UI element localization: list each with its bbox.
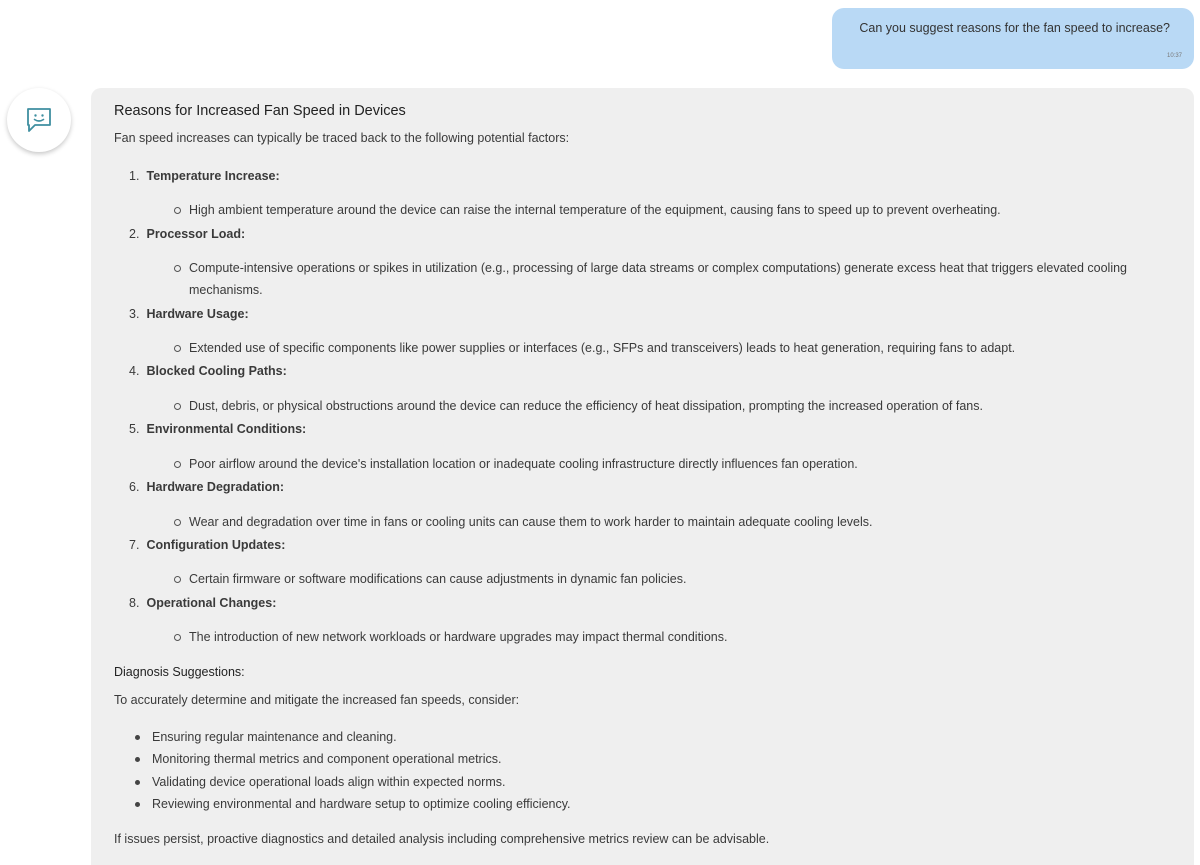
- chat-smile-icon: [24, 105, 54, 135]
- closing-text: If issues persist, proactive diagnostics and detailed analysis including comprehensive metrics review can be advisable.: [114, 832, 770, 846]
- suggestion-item: Monitoring thermal metrics and component operational metrics.: [135, 751, 501, 767]
- user-message-bubble: [832, 8, 1194, 69]
- bot-response-bubble: [91, 88, 1194, 865]
- suggestion-item: Ensuring regular maintenance and cleaning.: [135, 729, 397, 745]
- suggestion-item: Reviewing environmental and hardware setup to optimize cooling efficiency.: [135, 796, 571, 812]
- reason-item: 7. Configuration Updates:: [129, 538, 286, 552]
- reason-item: 2. Processor Load:: [129, 227, 246, 241]
- reason-detail: The introduction of new network workloads or hardware upgrades may impact thermal conditions.: [167, 626, 1166, 648]
- reason-item: 4. Blocked Cooling Paths:: [129, 364, 287, 378]
- suggestion-item: Validating device operational loads align within expected norms.: [135, 774, 505, 790]
- bot-avatar: [7, 88, 71, 152]
- reason-item: 6. Hardware Degradation:: [129, 480, 285, 494]
- reason-detail: Wear and degradation over time in fans or cooling units can cause them to work harder to maintain adequate cooling levels.: [167, 511, 1166, 533]
- reason-item: 1. Temperature Increase:: [129, 169, 280, 183]
- diagnosis-heading: Diagnosis Suggestions:: [114, 665, 245, 679]
- reason-item: 5. Environmental Conditions:: [129, 422, 307, 436]
- reason-detail: Extended use of specific components like power supplies or interfaces (e.g., SFPs and transceivers) leads to heat generation, requiring fans to adapt.: [167, 337, 1166, 359]
- diagnosis-intro: To accurately determine and mitigate the increased fan speeds, consider:: [114, 693, 520, 707]
- user-message-text: Can you suggest reasons for the fan speed to increase?: [859, 21, 1170, 35]
- reason-item: 3. Hardware Usage:: [129, 307, 249, 321]
- reason-detail: Certain firmware or software modifications can cause adjustments in dynamic fan policies.: [167, 568, 1166, 590]
- reason-detail: Poor airflow around the device's installation location or inadequate cooling infrastructure directly influences fan operation.: [167, 453, 1166, 475]
- user-message-timestamp: 10:37: [1166, 53, 1182, 59]
- reason-detail: High ambient temperature around the device can raise the internal temperature of the equipment, causing fans to speed up to prevent overheating.: [167, 199, 1166, 221]
- reason-detail: Dust, debris, or physical obstructions around the device can reduce the efficiency of heat dissipation, prompting the increased operation of fans.: [167, 395, 1166, 417]
- reason-item: 8. Operational Changes:: [129, 596, 277, 610]
- response-intro: Fan speed increases can typically be traced back to the following potential factors:: [114, 131, 570, 145]
- response-title: Reasons for Increased Fan Speed in Devices: [114, 103, 406, 119]
- reason-detail: Compute-intensive operations or spikes in utilization (e.g., processing of large data streams or complex computations) generate excess heat that triggers elevated cooling mechanisms.: [167, 257, 1166, 301]
